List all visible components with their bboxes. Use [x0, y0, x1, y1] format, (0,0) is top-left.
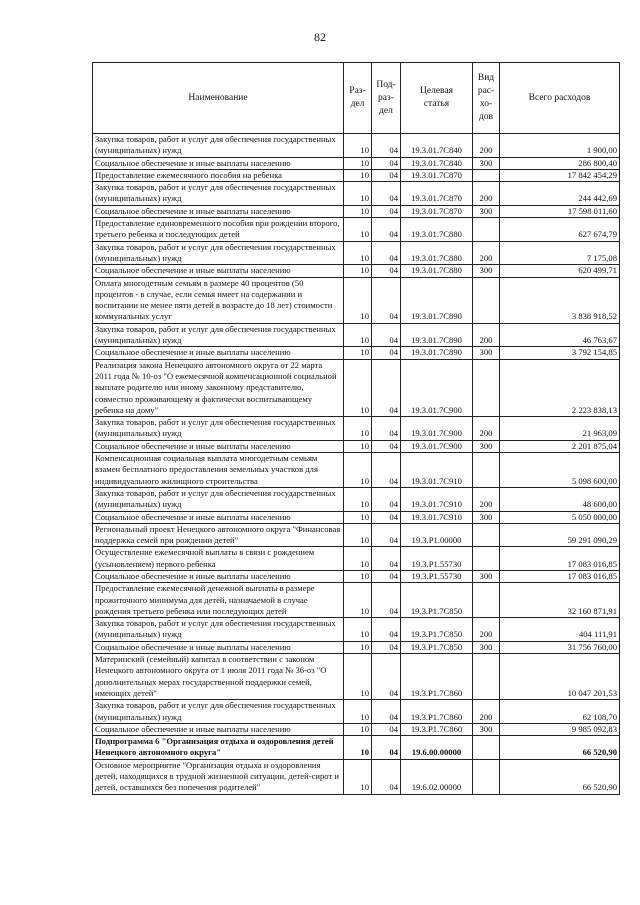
cell-type [473, 654, 500, 700]
cell-section: 10 [344, 547, 372, 571]
cell-section: 10 [344, 453, 372, 488]
table-row [93, 347, 620, 359]
cell-total: 17 083 016,85 [500, 570, 620, 582]
table-row [93, 511, 620, 523]
cell-section: 10 [344, 359, 372, 416]
cell-total: 7 175,08 [500, 241, 620, 265]
cell-section: 10 [344, 641, 372, 653]
cell-article: 19.3.Р1.7С850 [401, 641, 473, 653]
cell-article: 19.3.01.7С880 [401, 265, 473, 277]
table-row [93, 417, 620, 441]
cell-name: Закупка товаров, работ и услуг для обеспечения государственных (муниципальных) нужд [93, 182, 344, 206]
cell-subsection: 04 [372, 277, 401, 323]
cell-type [473, 359, 500, 416]
cell-name: Региональный проект Ненецкого автономного округа "Финансовая поддержка семей при рождении детей" [93, 523, 344, 547]
cell-total: 32 160 871,91 [500, 583, 620, 618]
cell-name: Социальное обеспечение и иные выплаты населению [93, 157, 344, 169]
cell-total: 1 900,00 [500, 134, 620, 158]
cell-section: 10 [344, 583, 372, 618]
cell-section: 10 [344, 618, 372, 642]
cell-section: 10 [344, 277, 372, 323]
cell-name: Социальное обеспечение и иные выплаты населению [93, 723, 344, 735]
cell-total: 5 098 600,00 [500, 453, 620, 488]
cell-total: 3 792 154,85 [500, 347, 620, 359]
cell-type: 300 [473, 347, 500, 359]
cell-type: 200 [473, 618, 500, 642]
cell-total: 62 108,70 [500, 700, 620, 724]
cell-total: 17 842 454,29 [500, 169, 620, 181]
cell-subsection: 04 [372, 618, 401, 642]
table-row [93, 523, 620, 547]
header-name: Наименование [93, 63, 344, 134]
cell-type [473, 169, 500, 181]
cell-name: Социальное обеспечение и иные выплаты населению [93, 347, 344, 359]
cell-total: 66 520,90 [500, 736, 620, 760]
cell-total: 46 763,67 [500, 323, 620, 347]
cell-total: 286 800,40 [500, 157, 620, 169]
cell-name: Осуществление ежемесячной выплаты в связи с рождением (усыновлением) первого ребенка [93, 547, 344, 571]
cell-section: 10 [344, 723, 372, 735]
cell-article: 19.3.01.7С900 [401, 359, 473, 416]
cell-type [473, 583, 500, 618]
cell-type [473, 547, 500, 571]
table-row [93, 157, 620, 169]
cell-type: 200 [473, 134, 500, 158]
table-row [93, 618, 620, 642]
budget-table [92, 62, 620, 795]
cell-type: 300 [473, 157, 500, 169]
cell-type: 300 [473, 511, 500, 523]
cell-article: 19.3.01.7С870 [401, 205, 473, 217]
cell-subsection: 04 [372, 641, 401, 653]
cell-type: 300 [473, 440, 500, 452]
table-row [93, 241, 620, 265]
cell-subsection: 04 [372, 265, 401, 277]
cell-type: 300 [473, 641, 500, 653]
cell-type: 300 [473, 205, 500, 217]
cell-section: 10 [344, 347, 372, 359]
cell-total: 9 985 092,83 [500, 723, 620, 735]
cell-section: 10 [344, 182, 372, 206]
cell-subsection: 04 [372, 511, 401, 523]
cell-total: 10 047 201,53 [500, 654, 620, 700]
cell-total: 31 756 760,00 [500, 641, 620, 653]
cell-article: 19.3.01.7С900 [401, 417, 473, 441]
table-row [93, 218, 620, 242]
cell-total: 3 838 918,52 [500, 277, 620, 323]
table-row [93, 265, 620, 277]
cell-type [473, 453, 500, 488]
cell-section: 10 [344, 169, 372, 181]
table-row [93, 359, 620, 416]
cell-article: 19.3.Р1.55730 [401, 547, 473, 571]
cell-subsection: 04 [372, 583, 401, 618]
cell-section: 10 [344, 440, 372, 452]
cell-section: 10 [344, 736, 372, 760]
cell-article: 19.3.Р1.7С850 [401, 583, 473, 618]
cell-subsection: 04 [372, 218, 401, 242]
table-row [93, 759, 620, 794]
cell-section: 10 [344, 134, 372, 158]
header-subsection: Под- раз- дел [372, 63, 401, 134]
cell-subsection: 04 [372, 654, 401, 700]
cell-name: Закупка товаров, работ и услуг для обеспечения государственных (муниципальных) нужд [93, 700, 344, 724]
cell-total: 620 499,71 [500, 265, 620, 277]
cell-type: 300 [473, 570, 500, 582]
cell-section: 10 [344, 654, 372, 700]
cell-section: 10 [344, 511, 372, 523]
cell-name: Социальное обеспечение и иные выплаты населению [93, 265, 344, 277]
cell-section: 10 [344, 205, 372, 217]
table-row [93, 547, 620, 571]
table-row [93, 134, 620, 158]
cell-name: Закупка товаров, работ и услуг для обеспечения государственных (муниципальных) нужд [93, 323, 344, 347]
cell-subsection: 04 [372, 134, 401, 158]
cell-section: 10 [344, 570, 372, 582]
table-row [93, 182, 620, 206]
cell-total: 5 050 000,00 [500, 511, 620, 523]
table-row [93, 570, 620, 582]
cell-total: 66 520,90 [500, 759, 620, 794]
cell-article: 19.3.01.7С910 [401, 487, 473, 511]
cell-section: 10 [344, 759, 372, 794]
cell-name: Закупка товаров, работ и услуг для обеспечения государственных (муниципальных) нужд [93, 618, 344, 642]
page-number: 82 [314, 30, 326, 44]
cell-article: 19.6.02.00000 [401, 759, 473, 794]
cell-article: 19.3.01.7С840 [401, 134, 473, 158]
cell-article: 19.3.Р1.00000 [401, 523, 473, 547]
cell-article: 19.3.Р1.7С850 [401, 618, 473, 642]
cell-section: 10 [344, 241, 372, 265]
cell-name: Материнский (семейный) капитал в соответствии с законом Ненецкого автономного округа от 1 июля 2011 года № 36-оз "О дополнительных мерах государственной поддержки семей, имеющих детей" [93, 654, 344, 700]
cell-total: 17 083 016,85 [500, 547, 620, 571]
cell-type [473, 523, 500, 547]
cell-name: Закупка товаров, работ и услуг для обеспечения государственных (муниципальных) нужд [93, 241, 344, 265]
cell-subsection: 04 [372, 453, 401, 488]
table-row [93, 736, 620, 760]
cell-name: Предоставление ежемесячного пособия на ребенка [93, 169, 344, 181]
table-row [93, 277, 620, 323]
cell-name: Социальное обеспечение и иные выплаты населению [93, 205, 344, 217]
cell-name: Предоставление ежемесячной денежной выплаты в размере прожиточного минимума для детей, назначаемой в случае рождения третьего ребенка или последующих детей [93, 583, 344, 618]
table-row [93, 323, 620, 347]
cell-type: 200 [473, 323, 500, 347]
cell-type: 200 [473, 182, 500, 206]
header-article: Целевая статья [401, 63, 473, 134]
cell-name: Основное мероприятие "Организация отдыха и оздоровления детей, находящихся в трудной жизненной ситуации, детей-сирот и детей, оставшихся без попечения родителей" [93, 759, 344, 794]
cell-name: Реализация закона Ненецкого автономного округа от 22 марта 2011 года № 10-оз "О ежемесячной компенсационной социальной выплате родителю или иному законному представителю, совместно проживающему и фактически воспитывающему ребенка на дому" [93, 359, 344, 416]
cell-article: 19.3.01.7С910 [401, 453, 473, 488]
cell-section: 10 [344, 157, 372, 169]
cell-name: Закупка товаров, работ и услуг для обеспечения государственных (муниципальных) нужд [93, 487, 344, 511]
cell-section: 10 [344, 323, 372, 347]
cell-total: 21 963,09 [500, 417, 620, 441]
cell-article: 19.3.01.7С880 [401, 218, 473, 242]
table-row [93, 700, 620, 724]
cell-subsection: 04 [372, 487, 401, 511]
header-section: Раз- дел [344, 63, 372, 134]
cell-section: 10 [344, 218, 372, 242]
cell-total: 404 111,91 [500, 618, 620, 642]
cell-total: 244 442,69 [500, 182, 620, 206]
cell-article: 19.6.00.00000 [401, 736, 473, 760]
cell-name: Подпрограмма 6 "Организация отдыха и оздоровления детей Ненецкого автономного округа" [93, 736, 344, 760]
cell-type [473, 218, 500, 242]
cell-subsection: 04 [372, 241, 401, 265]
cell-name: Социальное обеспечение и иные выплаты населению [93, 440, 344, 452]
cell-article: 19.3.01.7С910 [401, 511, 473, 523]
cell-section: 10 [344, 700, 372, 724]
cell-article: 19.3.Р1.7С860 [401, 700, 473, 724]
cell-name: Закупка товаров, работ и услуг для обеспечения государственных (муниципальных) нужд [93, 417, 344, 441]
cell-article: 19.3.Р1.7С860 [401, 723, 473, 735]
table-row [93, 723, 620, 735]
cell-name: Социальное обеспечение и иные выплаты населению [93, 570, 344, 582]
cell-type: 300 [473, 723, 500, 735]
table-row [93, 205, 620, 217]
cell-article: 19.3.01.7С880 [401, 241, 473, 265]
cell-type [473, 759, 500, 794]
table-header-row [93, 63, 620, 134]
cell-section: 10 [344, 487, 372, 511]
cell-subsection: 04 [372, 570, 401, 582]
cell-section: 10 [344, 417, 372, 441]
cell-subsection: 04 [372, 157, 401, 169]
cell-subsection: 04 [372, 205, 401, 217]
cell-subsection: 04 [372, 723, 401, 735]
cell-name: Социальное обеспечение и иные выплаты населению [93, 641, 344, 653]
cell-article: 19.3.01.7С870 [401, 182, 473, 206]
cell-subsection: 04 [372, 323, 401, 347]
cell-article: 19.3.01.7С890 [401, 347, 473, 359]
cell-type: 200 [473, 487, 500, 511]
cell-type: 200 [473, 241, 500, 265]
cell-type [473, 736, 500, 760]
cell-article: 19.3.01.7С890 [401, 277, 473, 323]
cell-type: 300 [473, 265, 500, 277]
cell-name: Оплата многодетным семьям в размере 40 процентов (50 процентов - в случае, если семья имеет на содержании и воспитании не менее пяти детей в возрасте до 18 лет) стоимости коммунальных услуг [93, 277, 344, 323]
table-row [93, 169, 620, 181]
cell-subsection: 04 [372, 440, 401, 452]
cell-subsection: 04 [372, 523, 401, 547]
cell-section: 10 [344, 265, 372, 277]
table-row [93, 654, 620, 700]
cell-subsection: 04 [372, 347, 401, 359]
cell-subsection: 04 [372, 547, 401, 571]
cell-name: Компенсационная социальная выплата многодетным семьям взамен бесплатного предоставления земельных участков для индивидуального жилищного строительства [93, 453, 344, 488]
cell-type [473, 277, 500, 323]
cell-subsection: 04 [372, 759, 401, 794]
cell-subsection: 04 [372, 169, 401, 181]
cell-article: 19.3.01.7С890 [401, 323, 473, 347]
cell-subsection: 04 [372, 359, 401, 416]
table-row [93, 453, 620, 488]
cell-total: 17 598 011,60 [500, 205, 620, 217]
table-row [93, 487, 620, 511]
header-total: Всего расходов [500, 63, 620, 134]
cell-type: 200 [473, 417, 500, 441]
cell-subsection: 04 [372, 736, 401, 760]
cell-total: 59 291 090,29 [500, 523, 620, 547]
cell-name: Предоставление единовременного пособия при рождении второго, третьего ребенка и последующих детей [93, 218, 344, 242]
cell-name: Социальное обеспечение и иные выплаты населению [93, 511, 344, 523]
table-row [93, 440, 620, 452]
cell-article: 19.3.Р1.7С860 [401, 654, 473, 700]
cell-subsection: 04 [372, 417, 401, 441]
cell-total: 48 600,00 [500, 487, 620, 511]
cell-article: 19.3.01.7С870 [401, 169, 473, 181]
cell-subsection: 04 [372, 700, 401, 724]
cell-total: 627 674,79 [500, 218, 620, 242]
cell-subsection: 04 [372, 182, 401, 206]
header-type: Вид рас- хо- дов [473, 63, 500, 134]
cell-article: 19.3.01.7С900 [401, 440, 473, 452]
table-body [93, 134, 620, 795]
cell-name: Закупка товаров, работ и услуг для обеспечения государственных (муниципальных) нужд [93, 134, 344, 158]
cell-total: 2 201 875,04 [500, 440, 620, 452]
cell-type: 200 [473, 700, 500, 724]
cell-total: 2 223 838,13 [500, 359, 620, 416]
table-row [93, 641, 620, 653]
cell-article: 19.3.01.7С840 [401, 157, 473, 169]
cell-article: 19.3.Р1.55730 [401, 570, 473, 582]
cell-section: 10 [344, 523, 372, 547]
table-row [93, 583, 620, 618]
